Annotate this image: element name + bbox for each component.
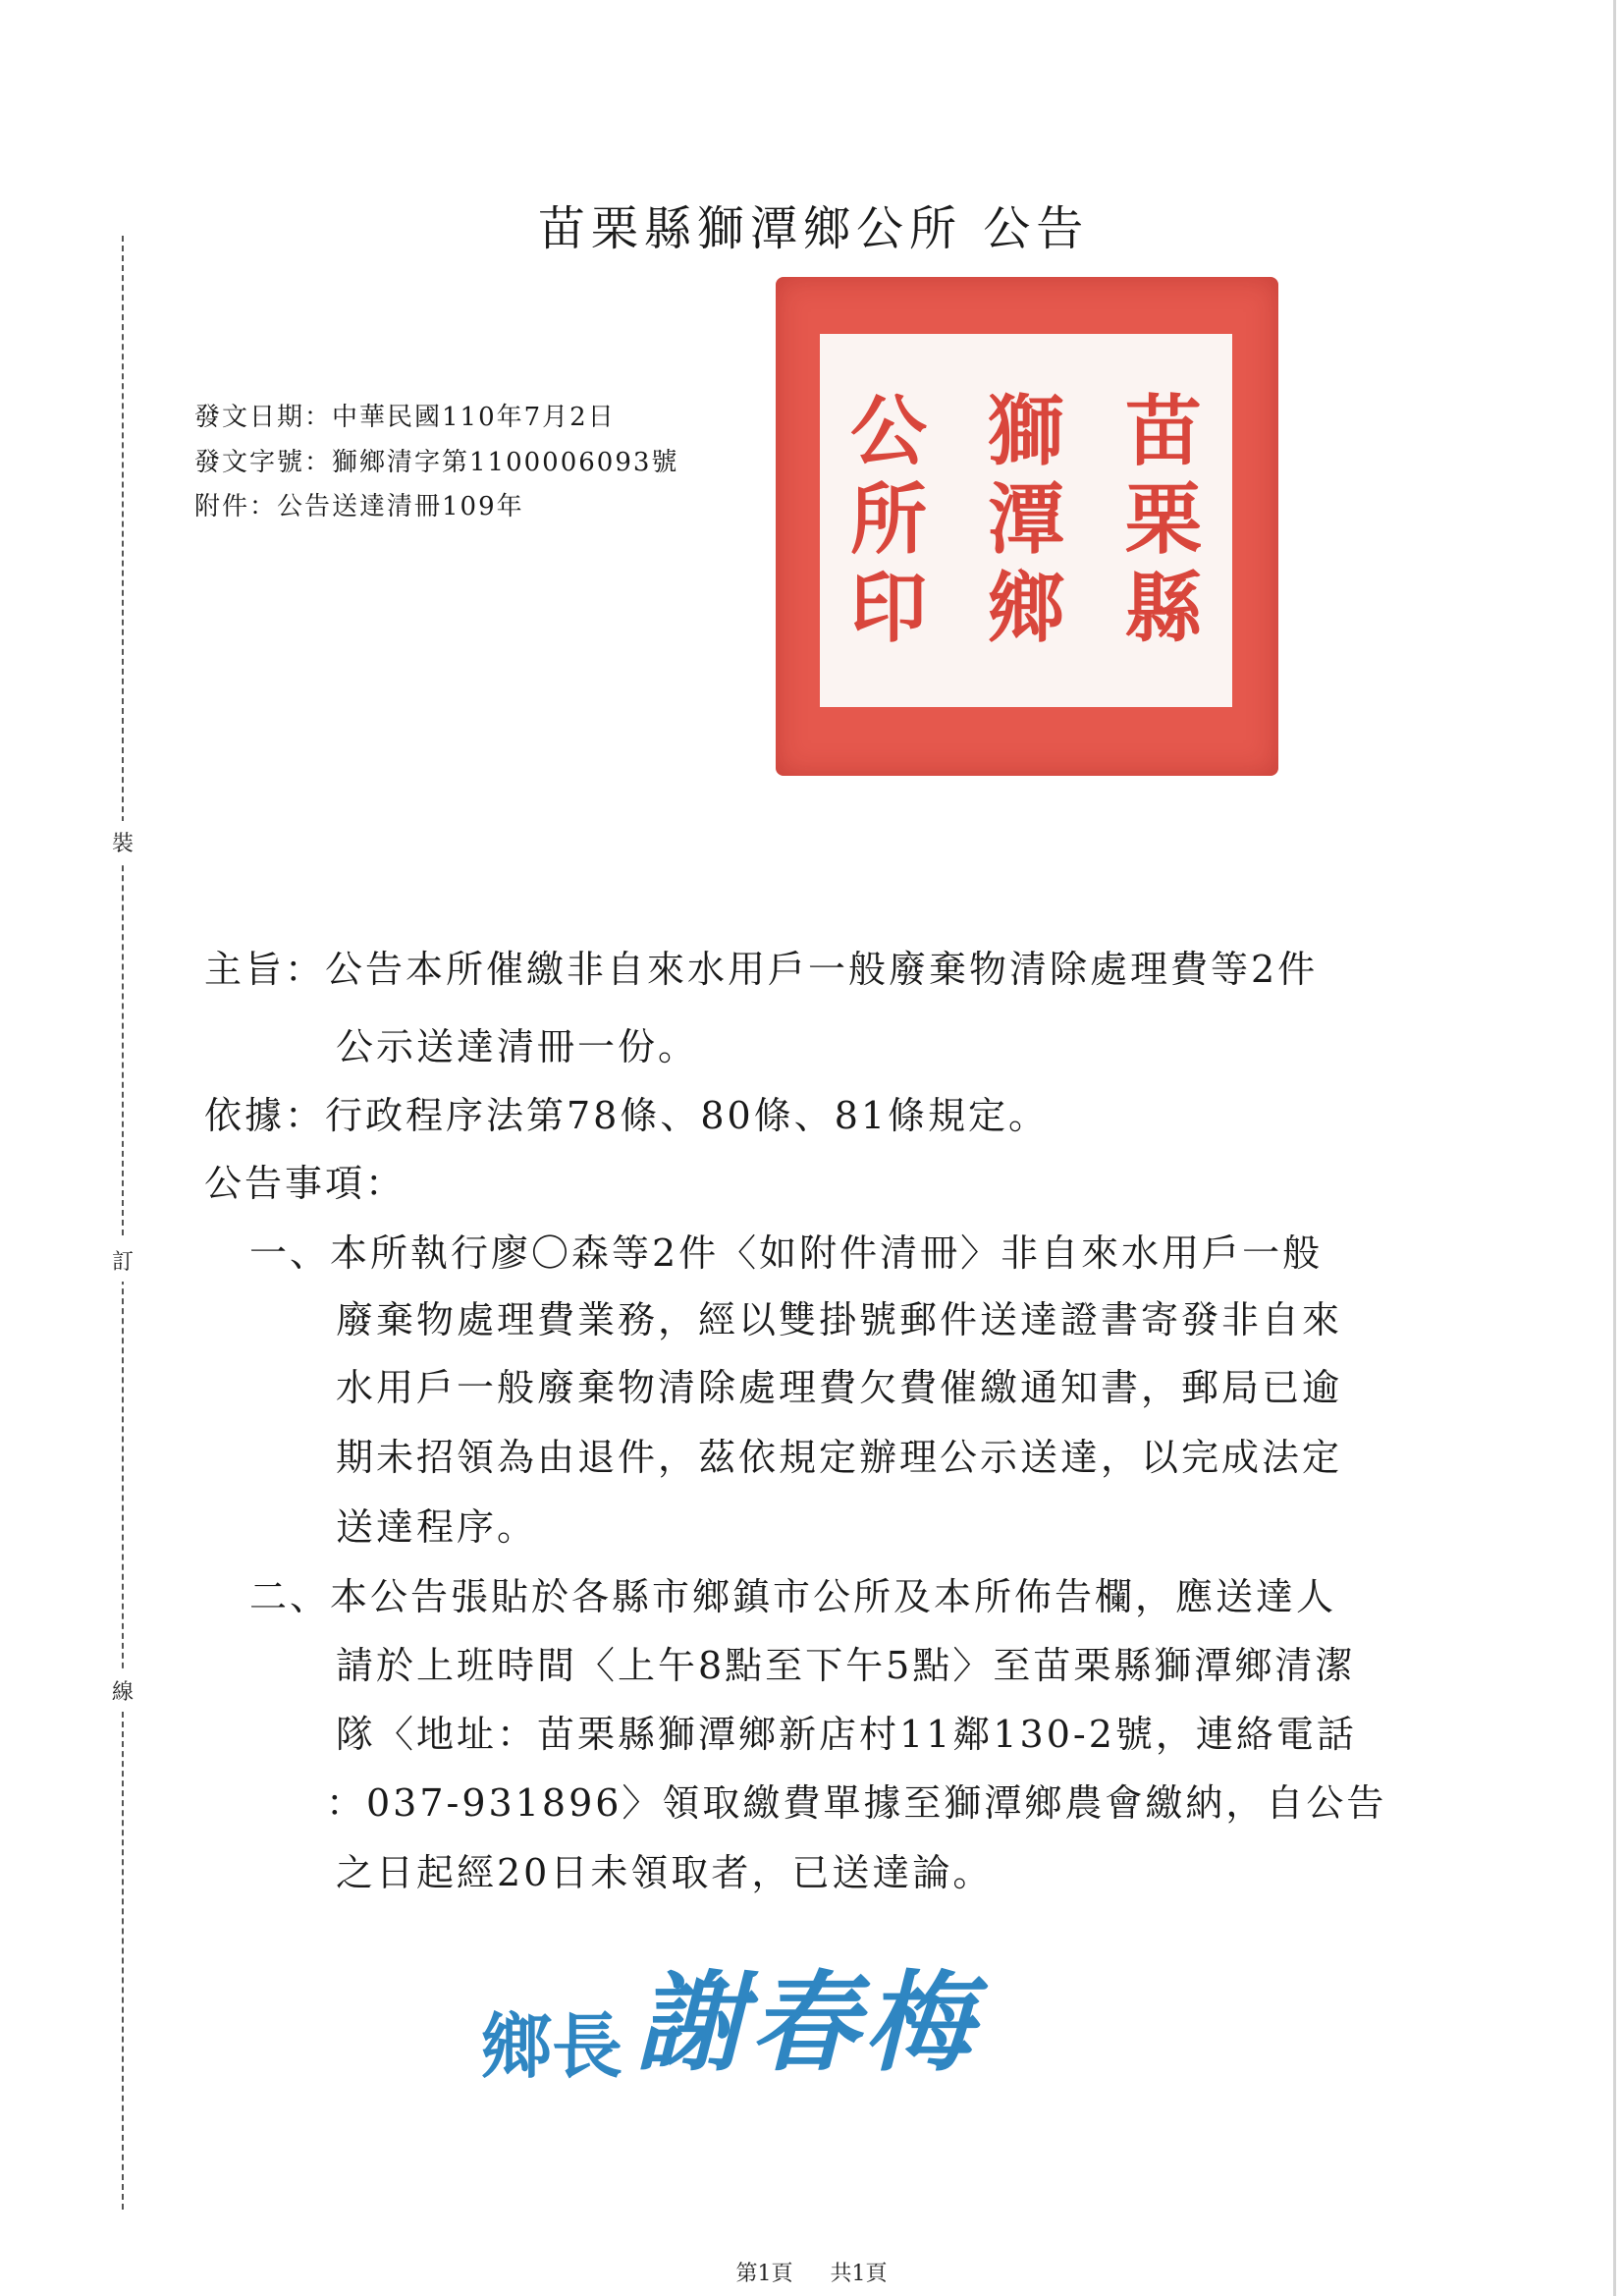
signature-title: 鄉長 bbox=[481, 2004, 623, 2088]
page-total: 共1頁 bbox=[830, 2262, 888, 2286]
binding-char-zhuang: 裝 bbox=[104, 821, 141, 863]
seal-char: 潭 bbox=[987, 475, 1064, 566]
item-2-line: 二、本公告張貼於各縣市鄉鎮市公所及本所佈告欄，應送達人 bbox=[249, 1575, 1337, 1618]
subject-line-1: 主旨：公告本所催繳非自來水用戶一般廢棄物清除處理費等2件 bbox=[204, 948, 1319, 991]
seal-char: 縣 bbox=[1124, 563, 1202, 653]
item-2-line: 隊〈地址：苗栗縣獅潭鄉新店村11鄰130-2號，連絡電話 bbox=[336, 1713, 1357, 1756]
seal-column-2 bbox=[988, 388, 1064, 652]
item-1-line: 一、本所執行廖〇森等2件〈如附件清冊〉非自來水用戶一般 bbox=[249, 1231, 1324, 1275]
seal-char: 苗 bbox=[1124, 387, 1202, 477]
item-2-line: 請於上班時間〈上午8點至下午5點〉至苗栗縣獅潭鄉清潔 bbox=[336, 1644, 1356, 1687]
signature bbox=[481, 1954, 1090, 2092]
seal-inner bbox=[820, 334, 1232, 707]
seal-column-1 bbox=[1125, 388, 1202, 652]
issue-date: 發文日期：中華民國110年7月2日 bbox=[194, 403, 616, 432]
binding-line bbox=[122, 236, 124, 2210]
item-1-line: 期未招領為由退件，茲依規定辦理公示送達，以完成法定 bbox=[336, 1436, 1343, 1479]
items-heading: 公告事項： bbox=[204, 1162, 406, 1205]
page-footer bbox=[0, 2257, 1623, 2287]
binding-char-ding: 訂 bbox=[104, 1239, 141, 1282]
item-1-line: 送達程序。 bbox=[336, 1505, 538, 1549]
item-2-line: ：037-931896〉領取繳費單據至獅潭鄉農會繳納，自公告 bbox=[326, 1781, 1387, 1825]
seal-char: 獅 bbox=[987, 387, 1064, 477]
page-number: 第1頁 bbox=[735, 2262, 793, 2286]
attachment: 附件：公告送達清冊109年 bbox=[194, 492, 524, 521]
basis: 依據：行政程序法第78條、80條、81條規定。 bbox=[204, 1094, 1050, 1137]
signature-name: 謝春梅 bbox=[636, 1959, 979, 2086]
item-2-line: 之日起經20日未領取者，已送達論。 bbox=[336, 1851, 994, 1894]
seal-char: 栗 bbox=[1124, 475, 1202, 566]
official-seal bbox=[776, 277, 1278, 776]
item-1-line: 水用戶一般廢棄物清除處理費欠費催繳通知書，郵局已逾 bbox=[336, 1366, 1343, 1409]
binding-char-xian: 線 bbox=[104, 1669, 141, 1712]
seal-char: 公 bbox=[849, 387, 927, 477]
seal-char: 印 bbox=[849, 563, 927, 653]
document-title: 苗栗縣獅潭鄉公所 公告 bbox=[538, 201, 1090, 256]
seal-column-3 bbox=[850, 388, 927, 652]
page-edge bbox=[1613, 0, 1616, 2296]
seal-char: 所 bbox=[849, 475, 927, 566]
seal-char: 鄉 bbox=[987, 563, 1064, 653]
document-number: 發文字號：獅鄉清字第1100006093號 bbox=[194, 448, 679, 477]
subject-line-2: 公示送達清冊一份。 bbox=[336, 1025, 699, 1068]
item-1-line: 廢棄物處理費業務，經以雙掛號郵件送達證書寄發非自來 bbox=[336, 1298, 1343, 1341]
